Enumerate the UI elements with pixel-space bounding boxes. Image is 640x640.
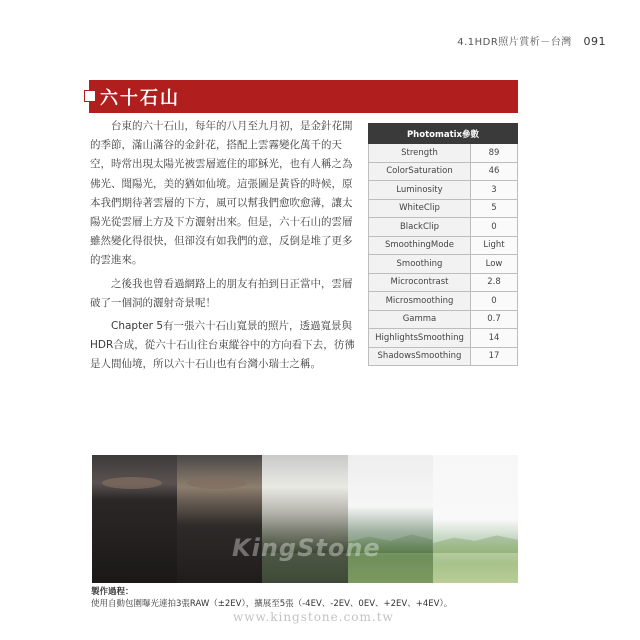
photo-exposure-1 — [92, 455, 177, 583]
param-value: 0 — [471, 218, 518, 237]
photo-exposure-2 — [177, 455, 262, 583]
photo-exposure-5 — [433, 455, 518, 583]
param-name: SmoothingMode — [369, 236, 471, 255]
param-name: Microsmoothing — [369, 292, 471, 311]
param-value: 14 — [471, 329, 518, 348]
param-value: 5 — [471, 199, 518, 218]
params-row — [369, 255, 518, 274]
watermark-logo: KingStone — [232, 534, 381, 562]
params-row — [369, 162, 518, 181]
photomatix-params-table — [368, 123, 518, 366]
params-row — [369, 292, 518, 311]
param-value: 0 — [471, 292, 518, 311]
param-value: 17 — [471, 347, 518, 366]
params-row — [369, 144, 518, 163]
page-number: 091 — [583, 35, 606, 48]
params-row — [369, 329, 518, 348]
param-name: Smoothing — [369, 255, 471, 274]
param-value: Low — [471, 255, 518, 274]
photo-exposure-4 — [348, 455, 433, 583]
exposure-sequence — [92, 455, 518, 583]
title-square-icon — [84, 90, 96, 102]
paragraph-2: 之後我也曾看過網路上的朋友有拍到日正當中，雲層破了一個洞的灑射奇景呢！ — [90, 277, 353, 309]
section-title: 4.1HDR照片賞析－台灣 — [457, 37, 572, 48]
params-table-title: Photomatix參數 — [369, 124, 518, 144]
param-name: ColorSaturation — [369, 162, 471, 181]
params-row — [369, 310, 518, 329]
param-name: BlackClip — [369, 218, 471, 237]
param-name: WhiteClip — [369, 199, 471, 218]
page-title: 六十石山 — [100, 88, 180, 109]
param-name: HighlightsSmoothing — [369, 329, 471, 348]
param-value: 3 — [471, 181, 518, 200]
param-name: Strength — [369, 144, 471, 163]
param-name: ShadowsSmoothing — [369, 347, 471, 366]
caption-title: 製作過程： — [91, 587, 134, 597]
param-value: 46 — [471, 162, 518, 181]
running-header — [457, 33, 606, 48]
params-row — [369, 181, 518, 200]
params-row — [369, 273, 518, 292]
param-value: 0.7 — [471, 310, 518, 329]
params-row — [369, 347, 518, 366]
body-text — [90, 117, 355, 379]
photo-caption — [91, 586, 452, 610]
params-row — [369, 218, 518, 237]
paragraph-3: Chapter 5有一張六十石山寬景的照片，透過寬景與HDR合成，從六十石山往台東縱谷中的方向看下去，彷彿是人間仙境，所以六十石山也有台灣小瑞士之稱。 — [90, 320, 355, 371]
photo-exposure-3 — [262, 455, 347, 583]
paragraph-1: 台東的六十石山，每年的八月至九月初，是金針花開的季節，滿山滿谷的金針花，搭配上雲霧變化萬千的天空，時常出現太陽光被雲層遮住的耶穌光，也有人稱之為佛光、聞陽光，美的猶如仙境。這張圖是黃昏的時候，原本我們期待著雲層的下方，風可以幫我們愈吹愈薄，讓太陽光從雲層上方及下方灑射出來。但是，六十石山的雲層雖然變化得很快，但卻沒有如我們的意，反倒是堆了更多的雲進來。 — [90, 120, 353, 267]
param-value: 2.8 — [471, 273, 518, 292]
param-name: Gamma — [369, 310, 471, 329]
watermark-url: www.kingstone.com.tw — [233, 610, 394, 624]
param-value: 89 — [471, 144, 518, 163]
param-name: Microcontrast — [369, 273, 471, 292]
param-value: Light — [471, 236, 518, 255]
caption-text: 使用自動包圍曝光連拍3張RAW（±2EV），擴展至5張（-4EV、-2EV、0EV、+2EV、+4EV）。 — [91, 599, 453, 609]
params-row — [369, 199, 518, 218]
params-row — [369, 236, 518, 255]
param-name: Luminosity — [369, 181, 471, 200]
